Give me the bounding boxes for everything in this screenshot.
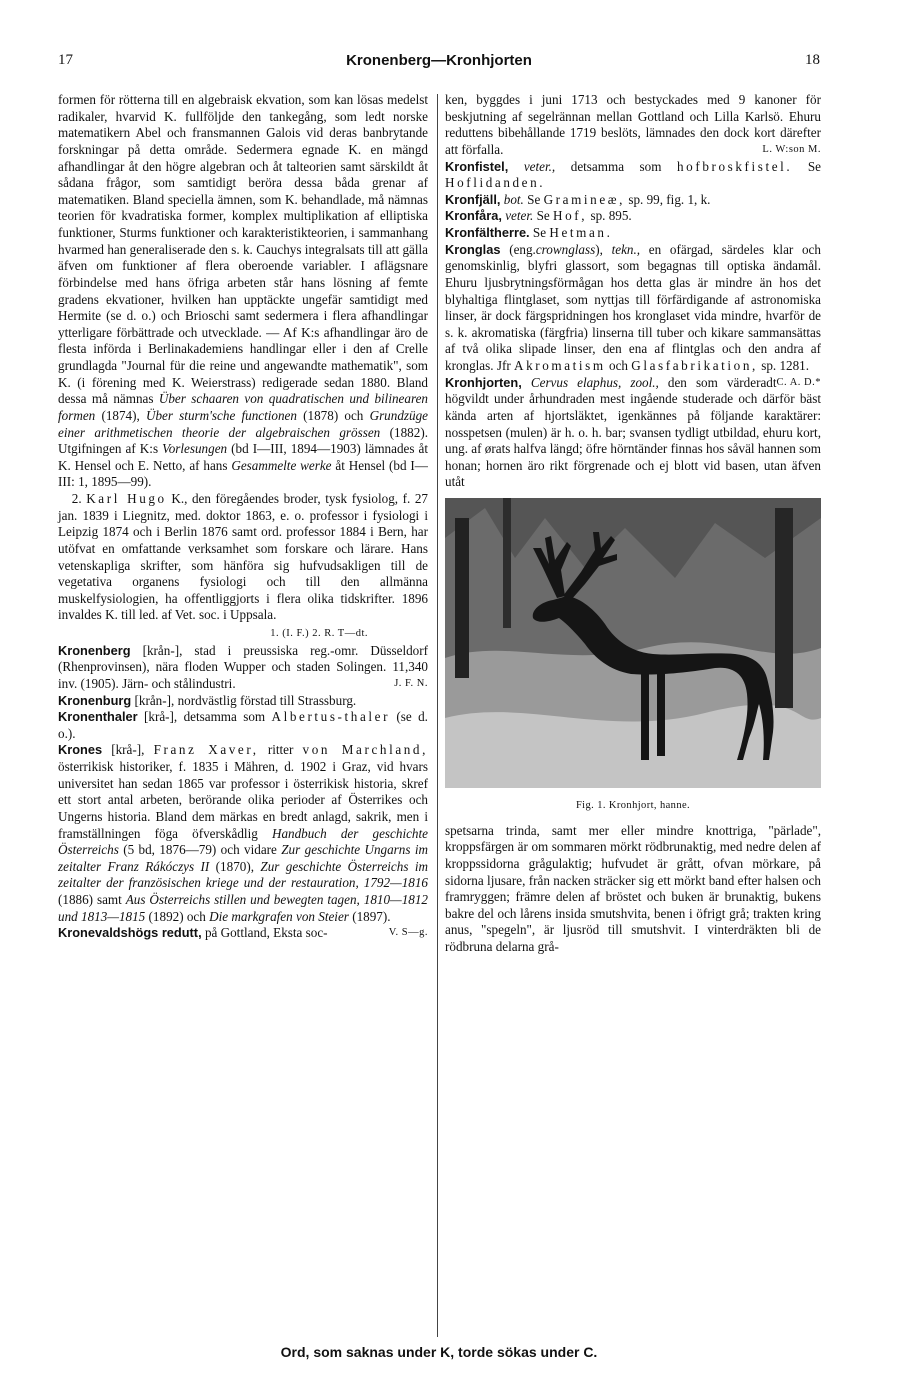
tree-trunk <box>503 498 511 628</box>
footer-note: Ord, som saknas under K, torde sökas under C. <box>280 1344 598 1360</box>
headword: Kronfistel, <box>445 158 509 174</box>
tree-trunk <box>775 508 793 708</box>
entry-kronglas: Kronglas (eng.crownglass), tekn., en ofärgad, särdeles klar och genomskinlig, blyfri glassort, som begagnas till optiska ändamål. Ehuru ljusbrytningsförmågan hos detta glas är mindre än hos det blyhaltiga flintglaset, som nyttjas till förfärdigande af astronomiska linser, är dock färgspridningen hos kronglaset vida mindre, hvarför de s. k. akromatiska (färgfria) linserna till tuber och kikare sammansättas af två olika slipade linser, den ena af flintglas och den andra af kronglas. Jfr Akromatism och Glasfabrikation, sp. 1281. C. A. D.* <box>445 241 821 388</box>
page-number-left: 17 <box>58 52 73 68</box>
headword: Krones <box>58 742 103 758</box>
headword: Kronhjorten, <box>445 374 522 390</box>
entry-kronfistel: Kronfistel, veter., detsamma som hofbroskfistel. Se Hoflidanden. <box>445 158 821 191</box>
headword: Kronglas <box>445 241 501 257</box>
entry-krones: Krones [krå-], Franz Xaver, ritter von Marchland, österrikisk historiker, f. 1835 i Mähren, d. 1902 i Graz, vid hvars universitet han sedan 1865 var professor i österrikisk historia, skref ett stort antal arbeten, berörande olika perioder af Österrikes och Ungerns historia. Bland dem märkas en bredt anlagd, sakrik, men i framställningen föga öfverskådlig Handbuch der geschichte Österreichs (5 bd, 1876—79) och vidare Zur geschichte Ungarns im zeitalter Franz Rákóczys II (1870), Zur geschichte Österreichs im zeitalter der französischen kriege und der restauration, 1792—1816 (1886) samt Aus Österreichs stillen und bewegten tagen, 1810—1812 und 1813—1815 (1892) och Die markgrafen von Steier (1897). V. S—g. <box>58 742 428 939</box>
kronecker-hugo-entry: 2. Karl Hugo K., den föregåendes broder, tysk fysiolog, f. 27 jan. 1839 i Liegnitz, med. doktor 1863, e. o. professor i fysiologi i Leipzig 1874 och i Berlin 1876 samt ord. professor 1884 i Bern, har utöfvat en omfattande verksamhet som forskare och lärare. Hans vetenskapliga skrifter, som hänföra sig hufvudsakligen till de vegetativa organens fysiologi och till den allmänna muskelfysiologien, ha offentliggjorts i flera olika tidskrifter. 1896 invaldes K. till led. af Vet. soc. i Uppsala. <box>58 491 429 623</box>
headword: Kronevaldshögs redutt, <box>58 925 202 941</box>
entry-kronenthaler: Kronenthaler [krå-], detsamma som Albertus-thaler (se d. o.). <box>58 709 428 741</box>
entry-kronhjorten: Kronhjorten, Cervus elaphus, zool., den som värderadt högvildt under århundraden mest ingående studerade och därför bäst kända arten af hjortsläktet, igenkännes på följande karaktärer: nosspetsen (mulen) är h. o. h. bar; svansen tydligt utbildad, ehuru kort, ung. af ørats halfva längd; öfre hörntänder finnas hos såväl hannen som honan; hornen äro rikt förgrenade och ej blott vid basen, utan äfven utåt <box>445 374 821 490</box>
entry-kronevaldshogs: Kronevaldshögs redutt, på Gottland, Eksta soc- <box>58 925 328 941</box>
left-column <box>58 92 428 942</box>
tree-trunk <box>455 518 469 678</box>
column-divider <box>437 94 438 1337</box>
entry-kronenburg: Kronenburg [krån-], nordvästlig förstad till Strassburg. <box>58 692 357 708</box>
page-title: Kronenberg—Kronhjorten <box>346 52 532 69</box>
entry-kronenberg: Kronenberg [krån-], stad i preussiska reg.-omr. Düsseldorf (Rhenprovinsen), nära floden Wupper och staden Solingen. 11,340 inv. (1905). Järn- och stålindustri. J. F. N. <box>58 642 428 691</box>
headword: Kronfåra, <box>445 208 502 224</box>
headword: Kronenburg <box>58 692 132 708</box>
figure-caption: Fig. 1. Kronhjort, hanne. <box>575 800 691 811</box>
red-deer-illustration <box>445 498 821 788</box>
headword: Kronenthaler <box>58 709 138 725</box>
entry-kronfaltherre: Kronfältherre. Se Hetman. <box>445 225 613 240</box>
headword: Kronenberg <box>58 642 131 658</box>
kronecker-continuation: formen för rötterna till en algebraisk ekvation, som kan lösas medelst radikaler, hvarvid K. fullföljde den tankegång, som ledt norske matematikern Abel och fransmannen Galois vid deras banbrytande forskningar på detta område. Sedermera egnade K. en mängd afhandlingar åt den högre algebran och åt talteorien samt särskildt åt sådana frågor, som samtidigt beröra dessa båda grenar af matematiken. Bland speciella ämnen, som K. behandlade, må nämnas teorien för kvadratiska former, komplex multiplikation af elliptiska funktioner, Sturms funktioner och karakteristikteorien, i sammanhang hvarmed han generaliserade den s. k. Cauchys integralsats till att gälla äfven om funktioner af flera oberoende variabler. I aflägsnare förbindelse med hans öfriga arbeten står hans lösning af femte gradens ekvationer, hvilken han upptäckte ungefär samtidigt med Hermite (se d. o.) och Brioschi samt sedermera i flera afhandlingar ytterligare förbättrade och utvecklade. — Af K:s afhandlingar äro de flesta införda i Berlinakademiens handlingar eller i den af Crelle grundlagda "Journal für die reine und angewandte mathematik", som K. (i förening med K. Weierstrass) redigerade sedan 1880. Bland dessa må nämnas Über schaaren von quadratischen und bilinearen formen (1874), Über sturm'sche functionen (1878) och Grundzüge einer arithmetischen theorie der algebraischen grössen (1882). Utgifningen af K:s Vorlesungen (bd I—III, 1894—1903) lämnades åt K. Hensel och E. Netto, af hans Gesammelte werke åt Hensel (bd I—III: 1, 1895—99). <box>58 92 428 490</box>
entry-kronfjall: Kronfjäll, bot. Se Gramineæ, sp. 99, fig. 1, k. <box>445 191 711 207</box>
headword: Kronfjäll, <box>445 191 501 207</box>
entry-kronfara: Kronfåra, veter. Se Hof, sp. 895. <box>445 208 632 224</box>
page-header <box>58 52 820 76</box>
headword: Kronfältherre. <box>445 225 530 240</box>
signature: 1. (I. F.) 2. R. T—dt. <box>270 628 368 639</box>
kronhjorten-continuation: spetsarna trinda, samt mer eller mindre knottriga, "pärlade", kroppsfärgen är om sommaren mörkt rödbrunaktig, med nedre delen af kroppssidorna grågulaktig; hufvudet är grått, ofvan mörkare, på sidorna ljusare, från nacken sträcker sig ett mörkt band efter halsen och framryggen; främre delen af bröstet och buken är brunaktig, bukens bakre del och lårens insida smutshvita, benen i öfrigt grå; trakten kring anus, "spegeln", är ljusröd till smutshvit. I vinterdräkten bli de rödbruna delarna grå- <box>445 822 821 954</box>
red-deer-photo <box>445 498 821 788</box>
page-number-right: 18 <box>805 52 820 68</box>
right-column <box>445 92 821 956</box>
kronevaldshogs-continuation: ken, byggdes i juni 1713 och bestyckades med 9 kanoner för beskjutning af segelrännan mellan Gottland och Lilla Karlsö. Ehuru reduttens bibehållande 1719 beslöts, lämnades den dock kort därefter att förfalla. L. W:son M. <box>445 92 821 157</box>
